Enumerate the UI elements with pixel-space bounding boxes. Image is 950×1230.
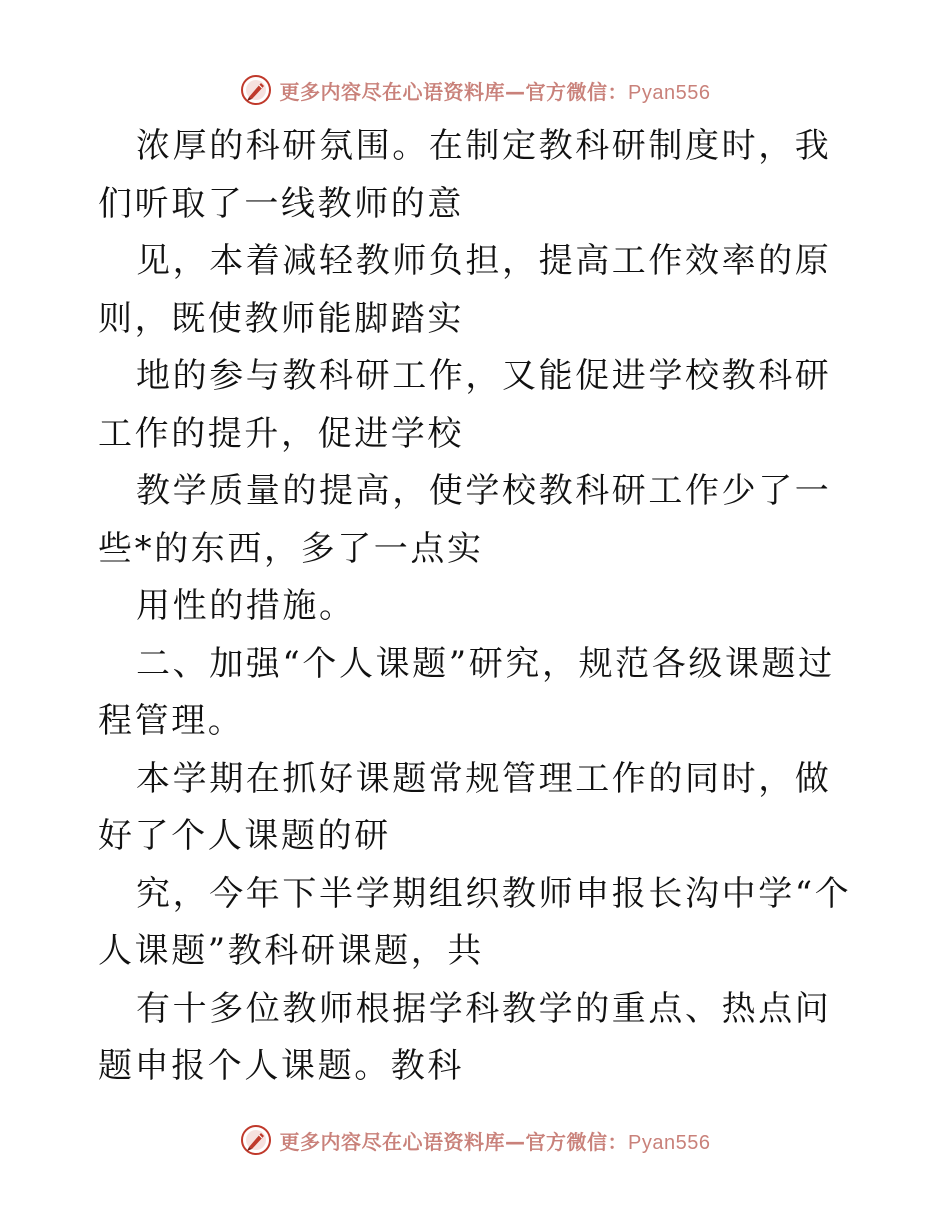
paragraph: 有十多位教师根据学科教学的重点、热点问题申报个人课题。教科 (98, 988, 832, 1086)
paragraph: 本学期在抓好课题常规管理工作的同时，做好了个人课题的研 (98, 758, 832, 856)
watermark-text: 更多内容尽在心语资料库—官方微信：Pyan556 (279, 79, 711, 104)
footer-watermark (0, 1120, 950, 1160)
paragraph: 教学质量的提高，使学校教科研工作少了一些*的东西，多了一点实 (98, 471, 832, 569)
paragraph: 究，今年下半学期组织教师申报长沟中学“个人课题”教科研课题，共 (98, 873, 852, 971)
paragraph: 用性的措施。 (136, 586, 356, 626)
section-heading: 二、加强“个人课题”研究，规范各级课题过程管理。 (98, 643, 835, 741)
document-body (98, 118, 858, 1096)
quill-pen-logo-icon (240, 1124, 272, 1156)
paragraph: 浓厚的科研氛围。在制定教科研制度时，我们听取了一线教师的意 (98, 126, 832, 224)
header-watermark (0, 70, 950, 110)
watermark-text: 更多内容尽在心语资料库—官方微信：Pyan556 (279, 1129, 711, 1154)
paragraph: 见，本着减轻教师负担，提高工作效率的原则，既使教师能脚踏实 (98, 241, 832, 339)
paragraph: 地的参与教科研工作，又能促进学校教科研工作的提升，促进学校 (98, 356, 832, 454)
quill-pen-logo-icon (240, 74, 272, 106)
